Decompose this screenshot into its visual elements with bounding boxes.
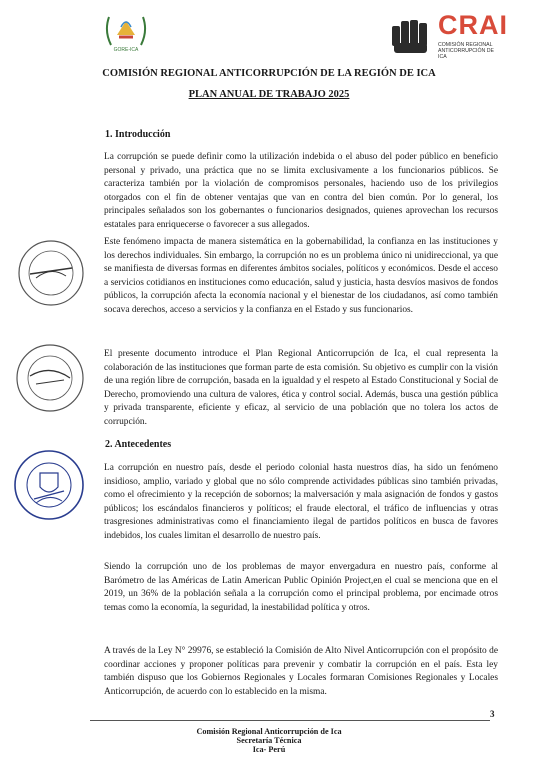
crai-subtitle: COMISIÓN REGIONAL ANTICORRUPCIÓN DE ICA [438, 42, 494, 60]
section-heading-introduccion: 1. Introducción [105, 129, 171, 140]
page-number: 3 [490, 709, 495, 719]
crai-title: CRAI [438, 10, 508, 40]
secretario-stamp-icon [14, 342, 86, 414]
paragraph-intro-2: Este fenómeno impacta de manera sistemática en la gobernabilidad, la confianza en las instituciones y los derechos individuales. Sin embargo, la corrupción no es un problema único ni unidireccional, ya que se manifiesta de diversas formas en diferentes ámbitos sociales, políticos y económicos. Desde el acceso a servicios cotidianos en instituciones como educación, salud y justicia, hasta desvíos masivos de fondos públicos, la corrupción afecta la economía nacional y el bienestar de los ciudadanos, así como también socava derechos, acceso a servicios y la confianza en el Estado y sus funcionarios. [104, 237, 498, 315]
footer-divider [90, 720, 490, 721]
paragraph-antecedentes-3: A través de la Ley N° 29976, se estableció la Comisión de Alto Nivel Anticorrupción con el propósito de coordinar acciones y proponer políticas para prevenir y combatir la corrupción en el país. Esta ley también dispuso que los Gobiernos Regionales y Locales formaran Comisiones Regionales y Locales Anticorrupción, de acuerdo con lo establecido en la misma. [104, 646, 498, 697]
gore-ica-logo [103, 13, 149, 57]
fist-icon [388, 16, 434, 56]
footer-line-3: Ica- Perú [252, 745, 286, 754]
footer-line-2: Secretaría Técnica [236, 736, 302, 745]
secretaria-general-stamp-icon [12, 447, 86, 523]
paragraph-intro-1: La corrupción se puede definir como la utilización indebida o el abuso del poder público en beneficio personal y privado, una práctica que no se limita exclusivamente a los funcionarios públicos. Se caracteriza también por la violación de compromisos personales, haciendo uso de los privilegios otorgados con el fin de obtener ventajas que van en contra del bien común. Por lo general, los principales señalados son los gobernantes o funcionarios designados, quienes aprovechan los recursos estatales para enriquecerse o favorecer a sus allegados. [104, 152, 498, 230]
footer-line-1: Comisión Regional Anticorrupción de Ica [196, 727, 342, 736]
paragraph-antecedentes-2: Siendo la corrupción uno de los problemas de mayor envergadura en nuestro país, conforme al Barómetro de las Américas de Latin American Public Opinión Project,en el cual se menciona que en el 2019, un 36% de la población señala a la corrupción como el principal problema, por encimade otros temas como la economía, la seguridad, la inestabilidad política y otros. [104, 562, 498, 613]
section-heading-antecedentes: 2. Antecedentes [105, 439, 172, 450]
gore-ica-label: GORE-ICA [113, 47, 139, 53]
plan-title: PLAN ANUAL DE TRABAJO 2025 [188, 89, 350, 100]
gore-ica-emblem-icon [103, 13, 149, 49]
presidente-stamp-icon [16, 238, 86, 308]
paragraph-antecedentes-1: La corrupción en nuestro país, desde el periodo colonial hasta nuestros días, ha sido un fenómeno insidioso, amplio, variado y global que no sólo comprende actividades públicas sino también privadas, como el ofrecimiento y la recepción de sobornos; la malversación y mala asignación de fondos y gastos públicos; los escándalos financieros y políticos; el fraude electoral, el tráfico de influencias y otras trasgresiones administrativas como el financiamiento ilegal de partidos políticos en busca de favores indebidos, los cuales limitan el desarrollo de nuestro país. [104, 463, 498, 541]
document-title: COMISIÓN REGIONAL ANTICORRUPCIÓN DE LA REGIÓN DE ICA [102, 68, 436, 79]
crai-logo [388, 10, 508, 60]
paragraph-intro-3: El presente documento introduce el Plan Regional Anticorrupción de Ica, el cual representa la colaboración de las instituciones que forman parte de esta comisión. Su objetivo es cumplir con la visión de una región libre de corrupción, basada en la igualdad y el respeto al Estado Constitucional y Social de Derecho, promoviendo una cultura de valores, ética y control social. Además, busca una gestión pública y privada transparente, eficiente y eficaz, al servicio de una población que no tolera los actos de corrupción. [104, 349, 498, 427]
